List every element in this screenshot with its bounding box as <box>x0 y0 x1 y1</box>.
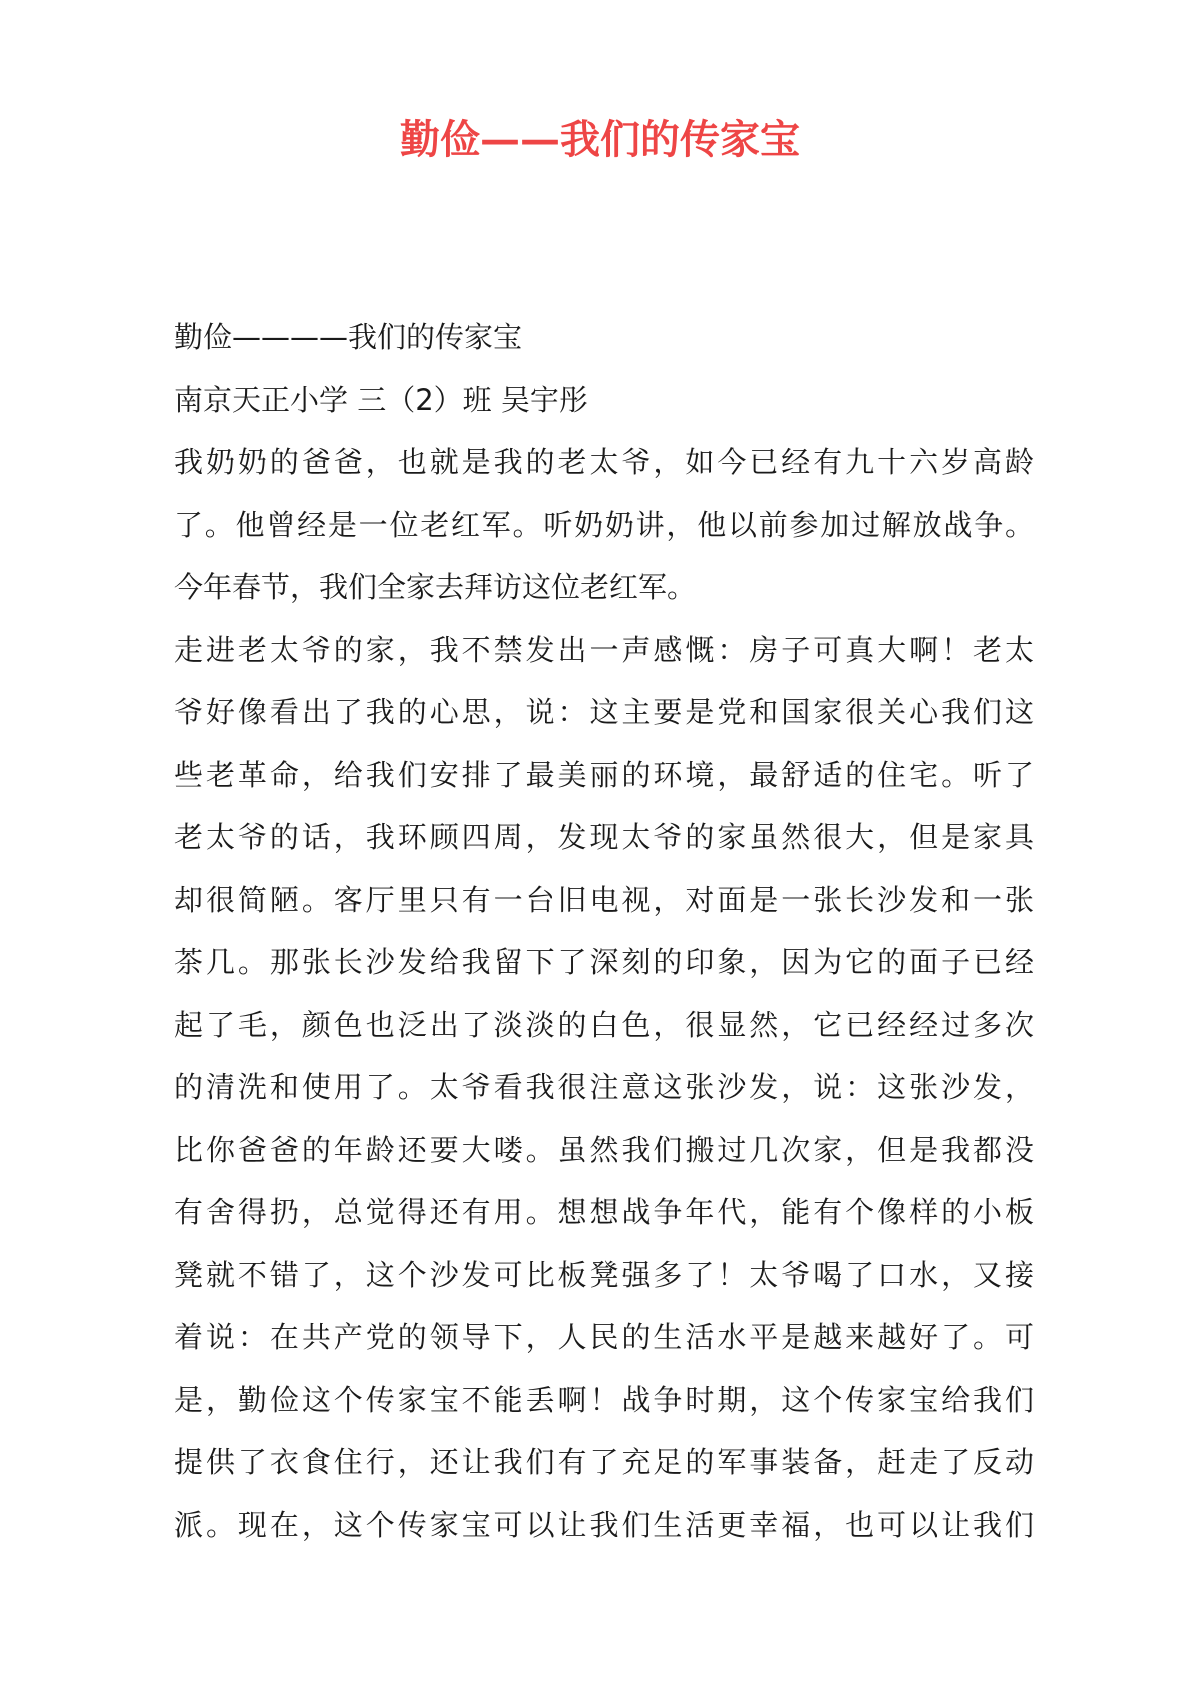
text-line: 却很简陋。客厅里只有一台旧电视，对面是一张长沙发和一张 <box>174 882 1034 917</box>
text-line: 走进老太爷的家，我不禁发出一声感慨：房子可真大啊！老太 <box>174 632 1034 667</box>
text-line: 比你爸爸的年龄还要大喽。虽然我们搬过几次家，但是我都没 <box>174 1132 1034 1167</box>
text-line: 了。他曾经是一位老红军。听奶奶讲，他以前参加过解放战争。 <box>174 507 1034 542</box>
text-line: 今年春节，我们全家去拜访这位老红军。 <box>174 570 697 604</box>
text-line: 提供了衣食住行，还让我们有了充足的军事装备，赶走了反动 <box>174 1445 1034 1479</box>
text-line: 爷好像看出了我的心思，说：这主要是党和国家很关心我们这 <box>174 695 1034 729</box>
text-line: 老太爷的话，我环顾四周，发现太爷的家虽然很大，但是家具 <box>174 820 1034 854</box>
author-line: 南京天正小学 三（2）班 吴宇彤 <box>174 382 588 417</box>
text-line: 茶几。那张长沙发给我留下了深刻的印象，因为它的面子已经 <box>174 945 1034 979</box>
text-line: 派。现在，这个传家宝可以让我们生活更幸福，也可以让我们 <box>174 1507 1034 1542</box>
subtitle-line: 勤俭————我们的传家宝 <box>174 320 523 354</box>
text-line: 些老革命，给我们安排了最美丽的环境，最舒适的住宅。听了 <box>174 757 1034 792</box>
text-line: 起了毛，颜色也泛出了淡淡的白色，很显然，它已经经过多次 <box>174 1007 1034 1042</box>
text-line: 的清洗和使用了。太爷看我很注意这张沙发，说：这张沙发， <box>174 1070 1034 1104</box>
text-line: 凳就不错了，这个沙发可比板凳强多了！太爷喝了口水，又接 <box>174 1257 1034 1292</box>
text-line: 我奶奶的爸爸，也就是我的老太爷，如今已经有九十六岁高龄 <box>174 445 1034 479</box>
text-line: 有舍得扔，总觉得还有用。想想战争年代，能有个像样的小板 <box>174 1195 1034 1229</box>
document-body <box>174 306 1034 1556</box>
document-title: 勤俭——我们的传家宝 <box>400 116 800 163</box>
text-line: 着说：在共产党的领导下，人民的生活水平是越来越好了。可 <box>174 1320 1034 1354</box>
text-line: 是，勤俭这个传家宝不能丢啊！战争时期，这个传家宝给我们 <box>174 1382 1034 1417</box>
